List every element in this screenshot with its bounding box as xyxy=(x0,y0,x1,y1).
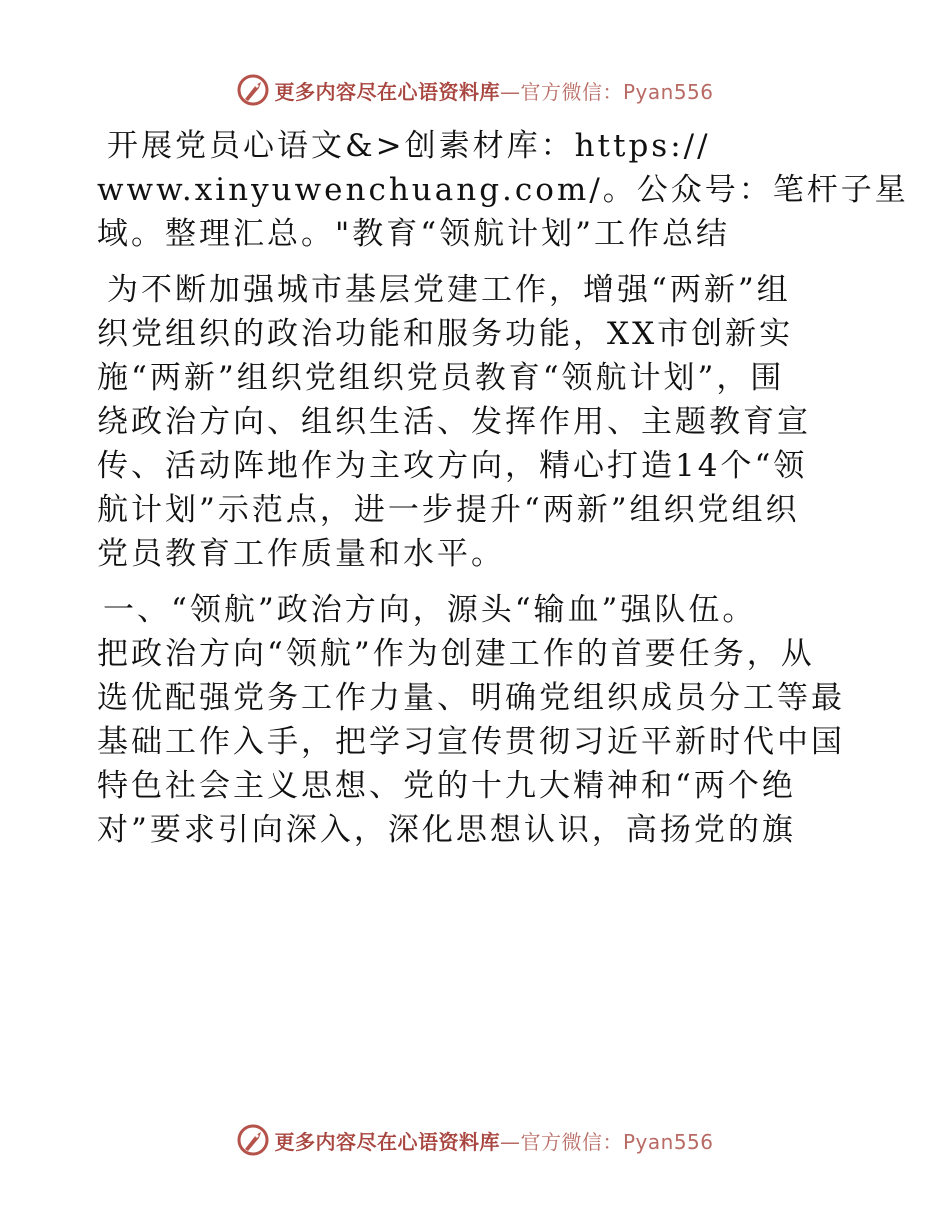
text-line: 为不断加强城市基层党建工作，增强“两新”组 xyxy=(107,272,791,308)
text-line: 织党组织的政治功能和服务功能，XX市创新实 xyxy=(97,316,794,352)
text-line: www.xinyuwenchuang.com/。公众号：笔杆子星 xyxy=(97,172,909,208)
text-line: 施“两新”组织党组织党员教育“领航计划”，围 xyxy=(97,360,785,396)
pen-nib-circle-icon xyxy=(236,1123,270,1157)
paragraph-section-one xyxy=(97,588,857,852)
document-body xyxy=(97,124,909,864)
paragraph-overview xyxy=(97,268,857,576)
footer-banner xyxy=(0,1120,950,1160)
text-line: 域。整理汇总。"教育“领航计划”工作总结 xyxy=(97,216,730,252)
footer-banner-text: 更多内容尽在心语资料库—官方微信：Pyan556 xyxy=(274,1129,714,1154)
text-line: 把政治方向“领航”作为创建工作的首要任务，从 xyxy=(97,636,815,672)
text-line: 一、“领航”政治方向，源头“输血”强队伍。 xyxy=(103,592,757,628)
text-line: 绕政治方向、组织生活、发挥作用、主题教育宣 xyxy=(97,404,811,440)
text-line: 党员教育工作质量和水平。 xyxy=(97,536,505,572)
text-line: 对”要求引向深入，深化思想认识，高扬党的旗 xyxy=(97,812,796,848)
paragraph-intro xyxy=(97,124,909,256)
header-banner xyxy=(0,70,950,110)
pen-nib-circle-icon xyxy=(236,73,270,107)
header-banner-text: 更多内容尽在心语资料库—官方微信：Pyan556 xyxy=(274,79,714,104)
text-line: 航计划”示范点，进一步提升“两新”组织党组织 xyxy=(97,492,800,528)
text-line: 开展党员心语文&>创素材库：https:// xyxy=(107,128,711,164)
text-line: 特色社会主义思想、党的十九大精神和“两个绝 xyxy=(97,768,796,804)
text-line: 选优配强党务工作力量、明确党组织成员分工等最 xyxy=(97,680,845,716)
text-line: 传、活动阵地作为主攻方向，精心打造14个“领 xyxy=(97,448,808,484)
text-line: 基础工作入手，把学习宣传贯彻习近平新时代中国 xyxy=(97,724,845,760)
